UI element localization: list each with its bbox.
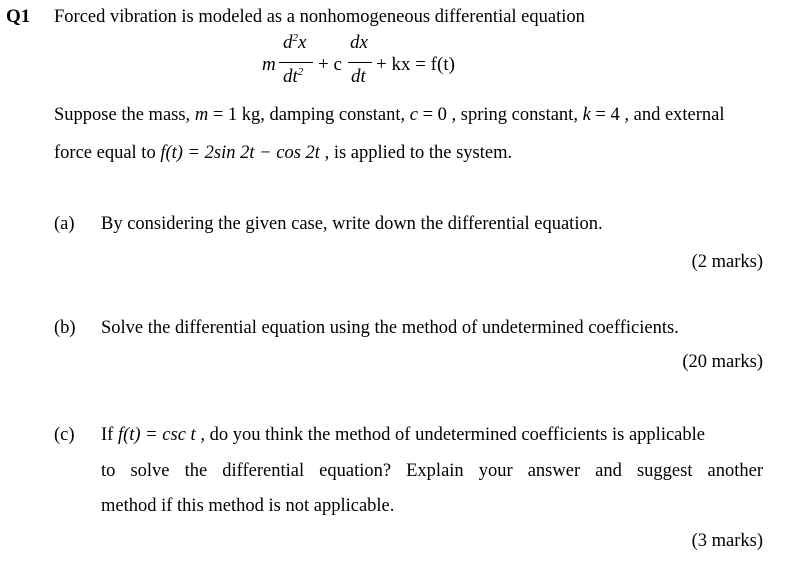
question-intro: Forced vibration is modeled as a nonhomogeneous differential equation <box>54 7 585 27</box>
forcing-function: f(t) = 2sin 2t − cos 2t <box>160 143 320 163</box>
given-text: = 0 , spring constant, <box>417 105 583 125</box>
differential-equation <box>262 32 502 94</box>
part-b-text: Solve the differential equation using the method of undetermined coefficients. <box>101 318 679 338</box>
eq-second-derivative <box>279 32 313 94</box>
eq-d2-num-sup: 2 <box>292 32 298 44</box>
part-a-marks: (2 marks) <box>691 252 763 272</box>
part-c-text: If <box>101 425 118 445</box>
part-a-text: By considering the given case, write down the differential equation. <box>101 214 603 234</box>
part-c-label: (c) <box>54 425 75 445</box>
eq-coef-m: m <box>262 54 276 75</box>
given-text: , is applied to the system. <box>319 143 513 163</box>
eq-dt: dt <box>351 66 366 87</box>
given-text: = 4 , and external <box>590 105 725 125</box>
part-c-marks: (3 marks) <box>691 531 763 551</box>
given-line-2 <box>54 142 512 164</box>
given-text: Suppose the mass, <box>54 105 195 125</box>
var-c: c <box>409 105 418 125</box>
part-c-line-2: to solve the differential equation? Explain your answer and suggest another <box>101 461 763 481</box>
given-line-1 <box>54 104 725 126</box>
eq-plus-c: + c <box>318 54 342 75</box>
eq-d2-den: dt <box>283 66 298 87</box>
part-c-line-3: method if this method is not applicable. <box>101 496 395 516</box>
part-c-text: , do you think the method of undetermined coefficients is applicable <box>195 425 705 445</box>
eq-d2-den-sup: 2 <box>297 66 304 78</box>
part-b-marks: (20 marks) <box>682 352 763 372</box>
part-c-line-1 <box>101 424 705 446</box>
given-text: force equal to <box>54 143 161 163</box>
eq-rest: + kx = f(t) <box>376 54 455 75</box>
part-c-function: f(t) = csc t <box>117 425 196 445</box>
var-k: k <box>582 105 591 125</box>
given-text: = 1 kg, damping constant, <box>208 105 410 125</box>
part-a-label: (a) <box>54 214 75 234</box>
eq-d2-num: d <box>283 32 293 53</box>
var-m: m <box>194 105 209 125</box>
part-b-label: (b) <box>54 318 76 338</box>
question-number: Q1 <box>6 6 31 27</box>
eq-first-derivative <box>348 32 372 94</box>
eq-d2-var: x <box>298 32 307 53</box>
eq-dx: dx <box>350 32 368 53</box>
